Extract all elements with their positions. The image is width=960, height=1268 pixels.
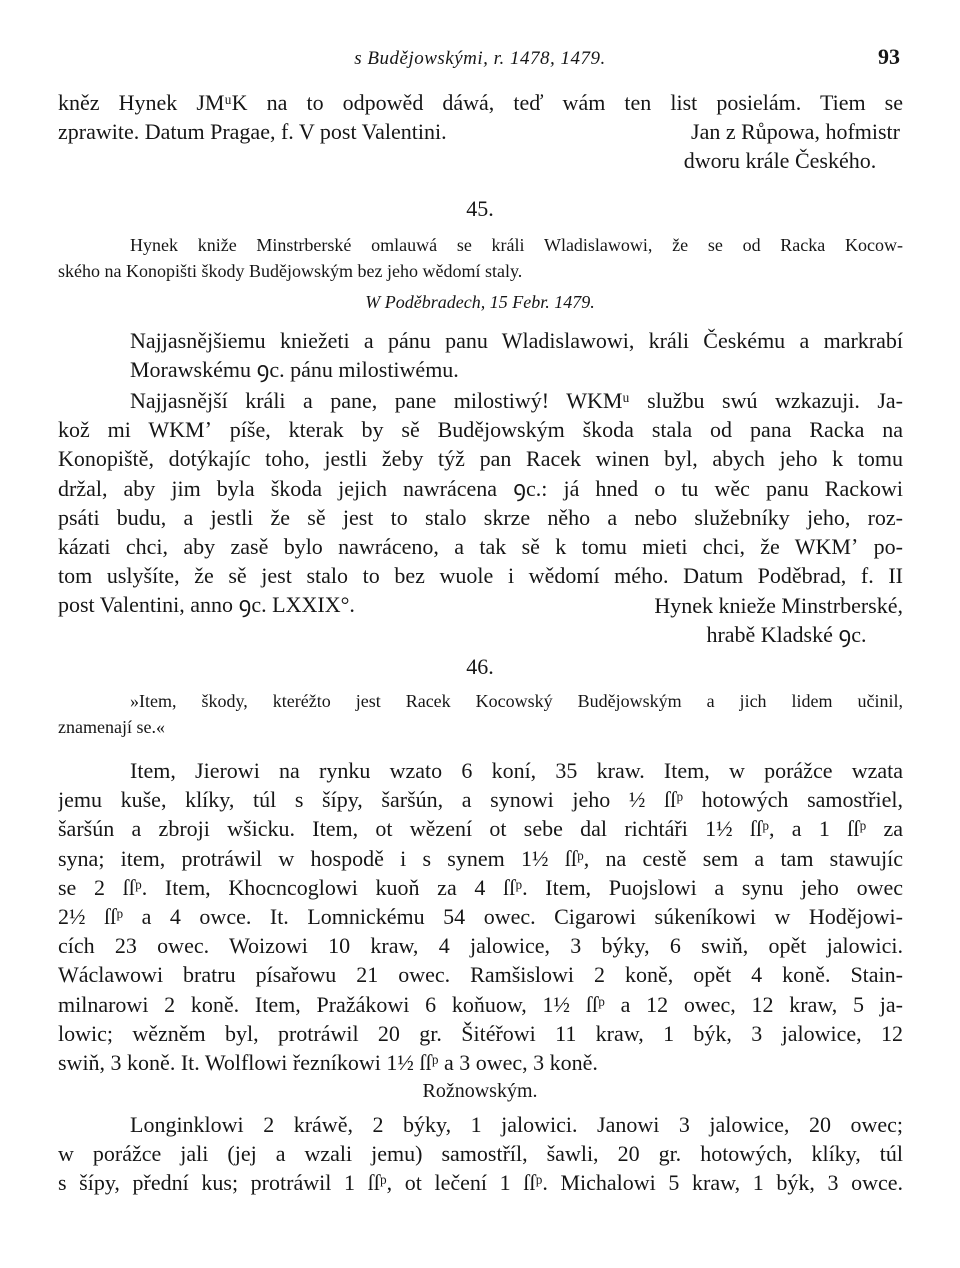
- signature-line: dworu krále Českého.: [683, 148, 877, 174]
- body-line: post Valentini, anno ꝯc. LXXIX°.: [58, 592, 355, 618]
- running-head: [0, 44, 960, 74]
- document-number-45: 45.: [466, 196, 494, 221]
- document-46-summary: [58, 688, 903, 740]
- body-line: Longinklowi 2 kráwě, 2 býky, 1 jalowici. Janowi 3 jalowice, 20 owec;: [130, 1112, 903, 1137]
- body-line: swiň, 3 koně. It. Wolflowi řezníkowi 1½ ſſᵖ a 3 owec, 3 koně.: [58, 1049, 598, 1075]
- text-line: zprawite. Datum Pragae, f. V post Valentini.: [58, 119, 447, 145]
- body-line: Najjasnější králi a pane, pane milostiwý! WKMᵘ službu swú wzkazuji. Ja-: [130, 388, 903, 413]
- body-line: Konopiště, dotýkajíc toho, jestli žeby týž pan Racek winen byl, abych jeho k tomu: [58, 446, 903, 472]
- body-line: držal, aby jim byla škoda jejich nawrácena ꝯc.: já hned o tu wěc panu Rackowi: [58, 475, 903, 501]
- body-line: lowic; wězněm byl, protráwil 20 gr. Šitéřowi 11 kraw, 1 býk, 3 jalowice, 12: [58, 1020, 903, 1046]
- text-line: kněz Hynek JMᵘK na to odpowěd dáwá, teď wám ten list posielám. Tiem se: [58, 90, 903, 115]
- body-line: s šípy, přední kus; protráwil 1 ſſᵖ, ot lečení 1 ſſᵖ. Michalowi 5 kraw, 1 býk, 3 owce.: [58, 1170, 903, 1196]
- summary-line: »Item, škody, kteréžto jest Racek Kocowský Budějowským a jich lidem učinil,: [130, 691, 903, 711]
- summary-line: ského na Konopišti škody Budějowským bez jeho wědomí staly.: [58, 261, 523, 281]
- document-46-body-2: [58, 1110, 903, 1198]
- body-line: w porážce jali (jej a wzali jemu) samostříl, šawli, 20 gr. hotowých, klíky, túl: [58, 1141, 903, 1167]
- body-line: syna; item, protráwil w hospodě i s synem 1½ ſſᵖ, na cestě sem a tam stawujíc: [58, 845, 903, 871]
- document-45-body: [58, 386, 903, 620]
- body-line: 2½ ſſᵖ a 4 owce. It. Lomnickému 54 owec. Cigarowi súkeníkowi w Hodějowi-: [58, 903, 903, 929]
- signature-line: Jan z Růpowa, hofmistr: [691, 119, 900, 144]
- signature-line: hrabě Kladské ꝯc.: [706, 622, 867, 648]
- summary-line: znamenají se.«: [58, 717, 165, 737]
- address-line: Najjasnějšiemu kniežeti a pánu panu Wladislawowi, králi Českému a markrabí: [130, 328, 903, 353]
- body-line: se 2 ſſᵖ. Item, Khocncoglowi kuoň za 4 ſſᵖ. Item, Puojslowi a synu jeho owec: [58, 874, 903, 900]
- document-45-summary: [58, 232, 903, 284]
- body-line: tom uslyšíte, že sě jest stalo to bez wuole i wědomí mého. Datum Poděbrad, f. II: [58, 563, 903, 589]
- body-line: kož mi WKMʼ píše, kterak by sě Budějowským škoda stala od pana Racka na: [58, 417, 903, 443]
- document-45-signature: [590, 591, 903, 649]
- summary-line: Hynek kniže Minstrberské omlauwá se králi Wladislawowi, že se od Racka Kocow-: [130, 235, 903, 255]
- page-number: 93: [878, 44, 900, 69]
- body-line: cích 23 owec. Woizowi 10 kraw, 4 jalowice, 3 býky, 6 swiň, opět jalowici.: [58, 933, 903, 959]
- document-number-46: 46.: [466, 654, 494, 679]
- address-line: Morawskému ꝯc. pánu milostiwému.: [130, 357, 459, 383]
- subheading: Rožnowským.: [422, 1080, 538, 1102]
- dateline-text: W Poděbradech, 15 Febr. 1479.: [365, 292, 595, 312]
- body-line: Wáclawowi bratru písařowu 21 owec. Ramšislowi 2 koně, opět 4 koně. Stain-: [58, 962, 903, 988]
- body-line: psáti budu, a jestli že sě jest to stalo skrze něho a nebo služebníky jeho, roz-: [58, 504, 903, 530]
- running-head-title: s Budějowskými, r. 1478, 1479.: [354, 48, 606, 69]
- body-line: Item, Jierowi na rynku wzato 6 koní, 35 kraw. Item, w porážce wzata: [130, 758, 903, 783]
- body-line: kázati chci, aby zasě bylo nawráceno, a tak sě k tomu mieti chci, že WKMʼ po-: [58, 533, 903, 559]
- letter-signature: [600, 117, 900, 175]
- dateline: [0, 288, 960, 314]
- body-line: milnarowi 2 koně. Item, Pražákowi 6 koňuow, 1½ ſſᵖ a 12 owec, 12 kraw, 5 ja-: [58, 991, 903, 1017]
- document-45-address: [58, 326, 903, 384]
- body-line: šaršún a zbroji wšicku. Item, ot wězení ot sebe dal richtáři 1½ ſſᵖ, a 1 ſſᵖ za: [58, 816, 903, 842]
- signature-line: Hynek knieže Minstrberské,: [654, 593, 903, 618]
- document-46-body: [58, 756, 903, 1077]
- body-line: jemu kuše, klíky, túl s šípy, šaršún, a synowi jeho ½ ſſᵖ hotowých samostřiel,: [58, 787, 903, 813]
